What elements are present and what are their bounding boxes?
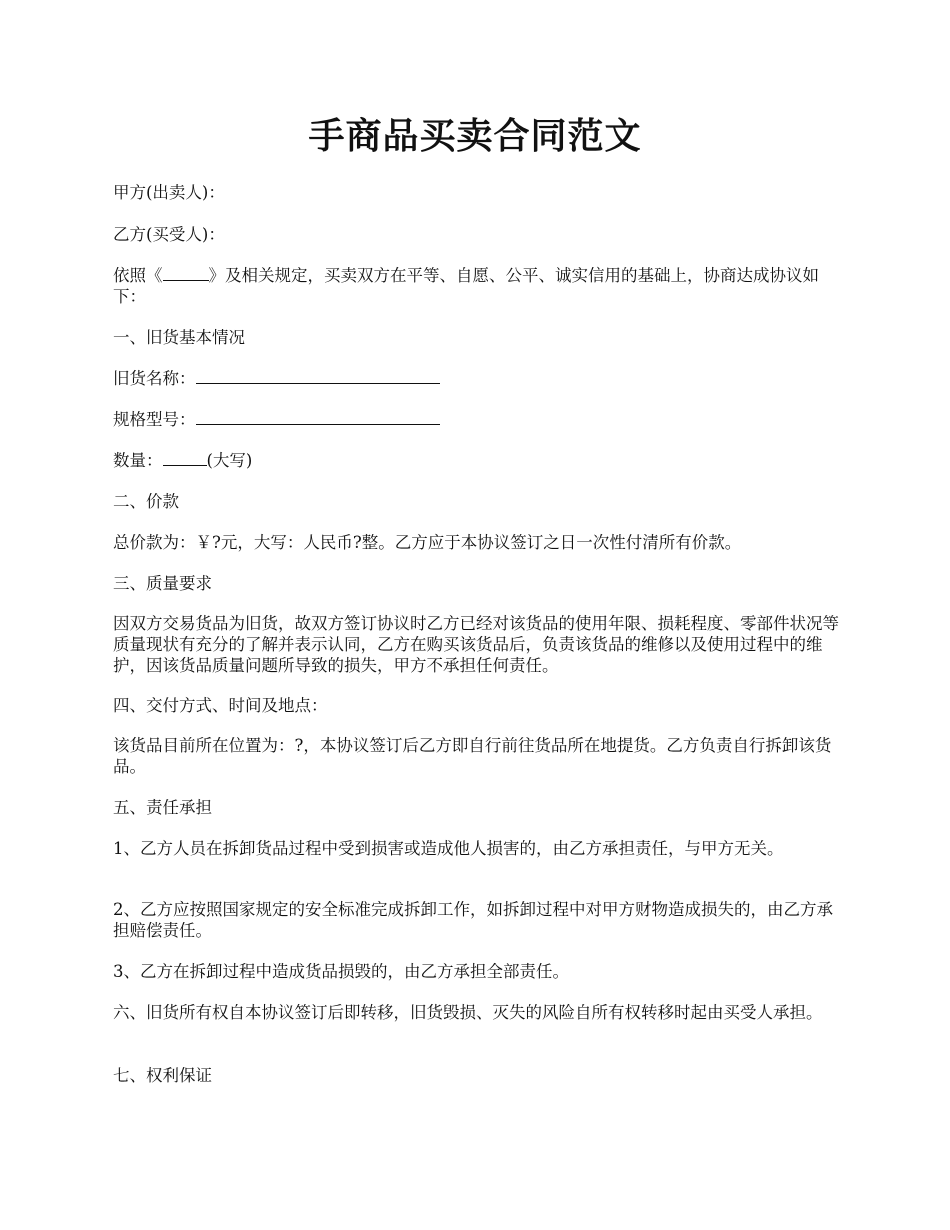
quantity-suffix: (大写) [206, 451, 253, 470]
section-5-heading: 五、责任承担 [113, 798, 212, 817]
quantity-blank [163, 450, 207, 466]
spec-blank [196, 409, 440, 425]
item-name-label: 旧货名称： [113, 369, 196, 388]
liability-item-2: 2、乙方应按照国家规定的安全标准完成拆卸工作，如拆卸过程中对甲方财物造成损失的，由乙方承担赔偿责任。 [113, 900, 833, 940]
item-name-line [113, 368, 841, 389]
intro-text-before: 依照《 [113, 266, 163, 285]
intro-paragraph [113, 265, 841, 307]
section-1-heading: 一、旧货基本情况 [113, 328, 245, 347]
spec-line [113, 409, 841, 430]
liability-item-1: 1、乙方人员在拆卸货品过程中受到损害或造成他人损害的，由乙方承担责任，与甲方无关。 [113, 839, 784, 858]
quality-paragraph: 因双方交易货品为旧货，故双方签订协议时乙方已经对该货品的使用年限、损耗程度、零部件状况等质量现状有充分的了解并表示认同，乙方在购买该货品后，负责该货品的维修以及使用过程中的维护，因该货品质量问题所导致的损失，甲方不承担任何责任。 [113, 614, 839, 675]
item-name-blank [196, 368, 440, 384]
section-6-paragraph: 六、旧货所有权自本协议签订后即转移，旧货毁损、灭失的风险自所有权转移时起由买受人承担。 [113, 1003, 823, 1022]
intro-text-after: 》及相关规定，买卖双方在平等、自愿、公平、诚实信用的基础上，协商达成协议如下： [113, 266, 819, 306]
quantity-label: 数量： [113, 451, 163, 470]
delivery-paragraph: 该货品目前所在位置为：?，本协议签订后乙方即自行前往货品所在地提货。乙方负责自行拆卸该货品。 [113, 736, 832, 776]
party-a-line: 甲方(出卖人)： [113, 183, 225, 202]
quantity-line [113, 450, 841, 471]
section-3-heading: 三、质量要求 [113, 574, 212, 593]
law-name-blank [163, 265, 209, 281]
section-2-heading: 二、价款 [113, 492, 179, 511]
document-title: 手商品买卖合同范文 [308, 115, 642, 157]
party-b-line: 乙方(买受人)： [113, 225, 225, 244]
spec-label: 规格型号： [113, 410, 196, 429]
liability-item-3: 3、乙方在拆卸过程中造成货品损毁的，由乙方承担全部责任。 [113, 962, 569, 981]
section-4-heading: 四、交付方式、时间及地点： [113, 696, 328, 715]
price-paragraph: 总价款为：￥?元，大写：人民币?整。乙方应于本协议签订之日一次性付清所有价款。 [113, 533, 742, 552]
section-7-heading: 七、权利保证 [113, 1066, 212, 1085]
